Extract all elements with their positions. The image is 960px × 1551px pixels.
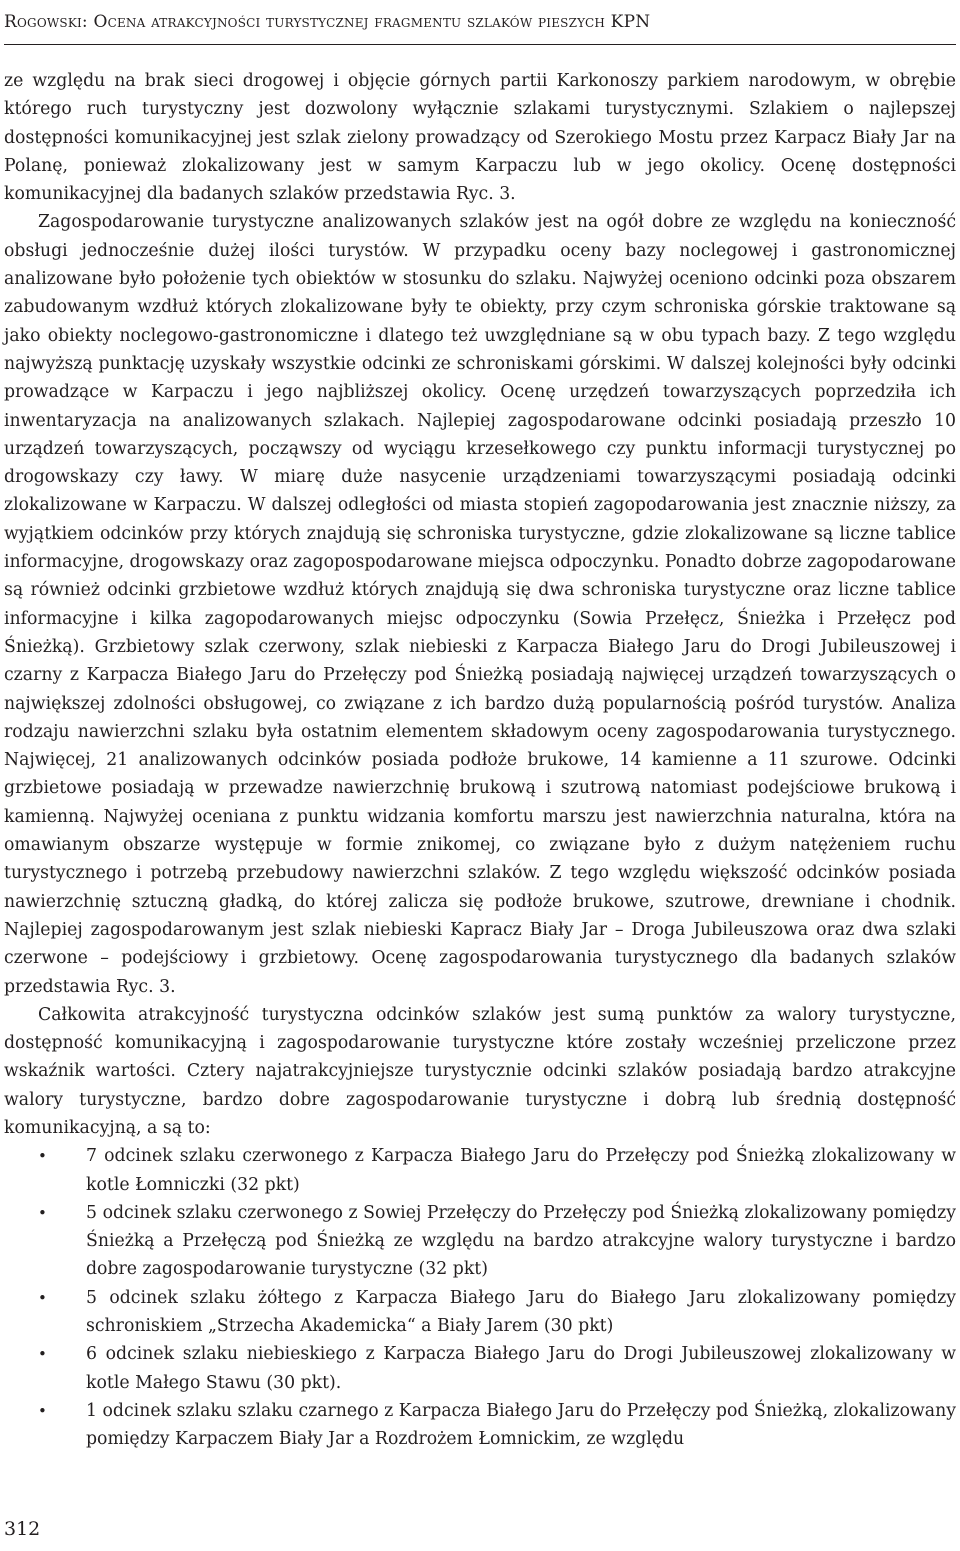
list-item	[4, 1340, 956, 1397]
paragraph-total-attractiveness: Całkowita atrakcyjność turystyczna odcinków szlaków jest sumą punktów za walory turystyczne, dostępność komunikacyjną i zagospodarowanie turystyczne które zostały wcześniej przeliczone przez wskaźnik wartości. Cztery najatrakcyjniejsze turystycznie odcinki szlaków posiadają bardzo atrakcyjne walory turystyczne, bardzo dobre zagospodarowanie turystyczne i dobrą lub średnią dostępność komunikacyjną, a są to:	[4, 1004, 956, 1138]
list-item-text: 5 odcinek szlaku czerwonego z Sowiej Przełęczy do Przełęczy pod Śnieżką zlokalizowany pomiędzy Śnieżką a Przełęczą pod Śnieżką ze względu na bardzo atrakcyjne walory turystyczne i bardzo dobre zagospodarowanie turystyczne (32 pkt)	[86, 1202, 956, 1280]
list-item-text: 7 odcinek szlaku czerwonego z Karpacza Białego Jaru do Przełęczy pod Śnieżką zlokalizowany w kotle Łomniczki (32 pkt)	[86, 1146, 956, 1195]
attractive-segments-list	[4, 1142, 956, 1453]
list-item-text: 5 odcinek szlaku żółtego z Karpacza Białego Jaru do Białego Jaru zlokalizowany pomiędzy schroniskiem „Strzecha Akademicka“ a Biały Jarem (30 pkt)	[86, 1287, 956, 1337]
list-item	[4, 1397, 956, 1454]
list-item	[4, 1199, 956, 1284]
header-divider	[4, 44, 956, 45]
bullet-icon: •	[38, 1345, 47, 1364]
running-header: Rogowski: Ocena atrakcyjności turystycznej fragmentu szlaków pieszych KPN	[4, 12, 651, 32]
article-body	[4, 67, 956, 1454]
bullet-icon: •	[38, 1147, 47, 1166]
page-number: 312	[4, 1518, 41, 1540]
bullet-icon: •	[38, 1288, 47, 1307]
list-item-text: 1 odcinek szlaku szlaku czarnego z Karpacza Białego Jaru do Przełęczy pod Śnieżką, zlokalizowany pomiędzy Karpaczem Biały Jar a Rozdrożem Łomnickim, ze względu	[86, 1400, 956, 1450]
paragraph-development: Zagospodarowanie turystyczne analizowanych szlaków jest na ogół dobre ze względu na konieczność obsługi jednocześnie dużej ilości turystów. W przypadku oceny bazy noclegowej i gastronomicznej analizowane było położenie tych obiektów w stosunku do szlaku. Najwyżej oceniono odcinki poza obszarem zabudowanym wzdłuż których zlokalizowane były te obiekty, przy czym schroniska górskie traktowane są jako obiekty noclegowo-gastronomiczne i dlatego też uwzględniane są w obu typach bazy. Z tego względu najwyższą punktację uzyskały wszystkie odcinki ze schroniskami górskimi. W dalszej kolejności były odcinki prowadzące w Karpaczu i jego najbliższej okolicy. Ocenę urzędzeń towarzyszących poprzedziła ich inwentaryzacja na analizowanych szlakach. Najlepiej zagospodarowane odcinki posiadają przeszło 10 urządzeń towarzyszących, począwszy od wyciągu krzesełkowego czy punktu informacji turystycznej po drogowskazy czy ławy. W miarę duże nasycenie urządzeniami towarzyszącymi posiadają odcinki zlokalizowane w Karpaczu. W dalszej odległości od miasta stopień zagopodarowania jest znacznie niższy, za wyjątkiem odcinków przy których znajdują się schroniska turystyczne, gdzie zlokalizowane są liczne tablice informacyjne, drogowskazy oraz zagopospodarowane miejsca odpoczynku. Ponadto dobrze zagopodarowane są również odcinki grzbietowe wzdłuż których znajdują się dwa schroniska turystyczne oraz liczne tablice informacyjne i kilka zagopodarowanych miejsc odpoczynku (Sowia Przełęcz, Śnieżka i Przełęcz pod Śnieżką). Grzbietowy szlak czerwony, szlak niebieski z Karpacza Białego Jaru do Drogi Jubileuszowej i czarny z Karpacza Białego Jaru do Przełęczy pod Śnieżką posiadają najwięcej urządzeń towarzyszących o największej zdolności obsługowej, co związane z ich bardzo dużą popularnością pośród turystów. Analiza rodzaju nawierzchni szlaku była ostatnim elementem składowym oceny zagospodarowania turystycznego. Najwięcej, 21 analizowanych odcinków posiada podłoże brukowe, 14 kamienne a 11 szurowe. Odcinki grzbietowe posiadają w przewadze nawierzchnię brukową i szutrową natomiast podejściowe brukową i kamienną. Najwyżej oceniana z punktu widzania komfortu marszu jest nawierzchnia naturalna, która na omawianym obszarze występuje w formie znikomej, co związane było z dużym natężeniem ruchu turystycznego i potrzebą przebudowy nawierzchni szlaków. Z tego względu większość odcinków posiada nawierzchnię sztuczną gładką, do której zalicza się podłoże brukowe, szutrowe, drewniane i chodnik. Najlepiej zagospodarowanym jest szlak niebieski Kapracz Biały Jar – Droga Jubileuszowa oraz dwa szlaki czerwone – podejściowy i grzbietowy. Ocenę zagospodarowania turystycznego dla badanych szlaków przedstawia Ryc. 3.	[4, 212, 956, 997]
list-item	[4, 1284, 956, 1341]
list-item	[4, 1142, 956, 1199]
bullet-icon: •	[38, 1401, 47, 1420]
bullet-icon: •	[38, 1203, 47, 1222]
paragraph-accessibility: ze względu na brak sieci drogowej i objęcie górnych partii Karkonoszy parkiem narodowym, w obrębie którego ruch turystyczny jest dozwolony wyłącznie szlakami turystycznymi. Szlakiem o najlepszej dostępności komunikacyjnej jest szlak zielony prowadzący od Szerokiego Mostu przez Karpacz Biały Jar na Polanę, ponieważ zlokalizowany jest w samym Karpaczu lub w jego okolicy. Ocenę dostępności komunikacyjnej dla badanych szlaków przedstawia Ryc. 3.	[4, 71, 956, 205]
list-item-text: 6 odcinek szlaku niebieskiego z Karpacza Białego Jaru do Drogi Jubileuszowej zlokalizowany w kotle Małego Stawu (30 pkt).	[86, 1344, 956, 1393]
